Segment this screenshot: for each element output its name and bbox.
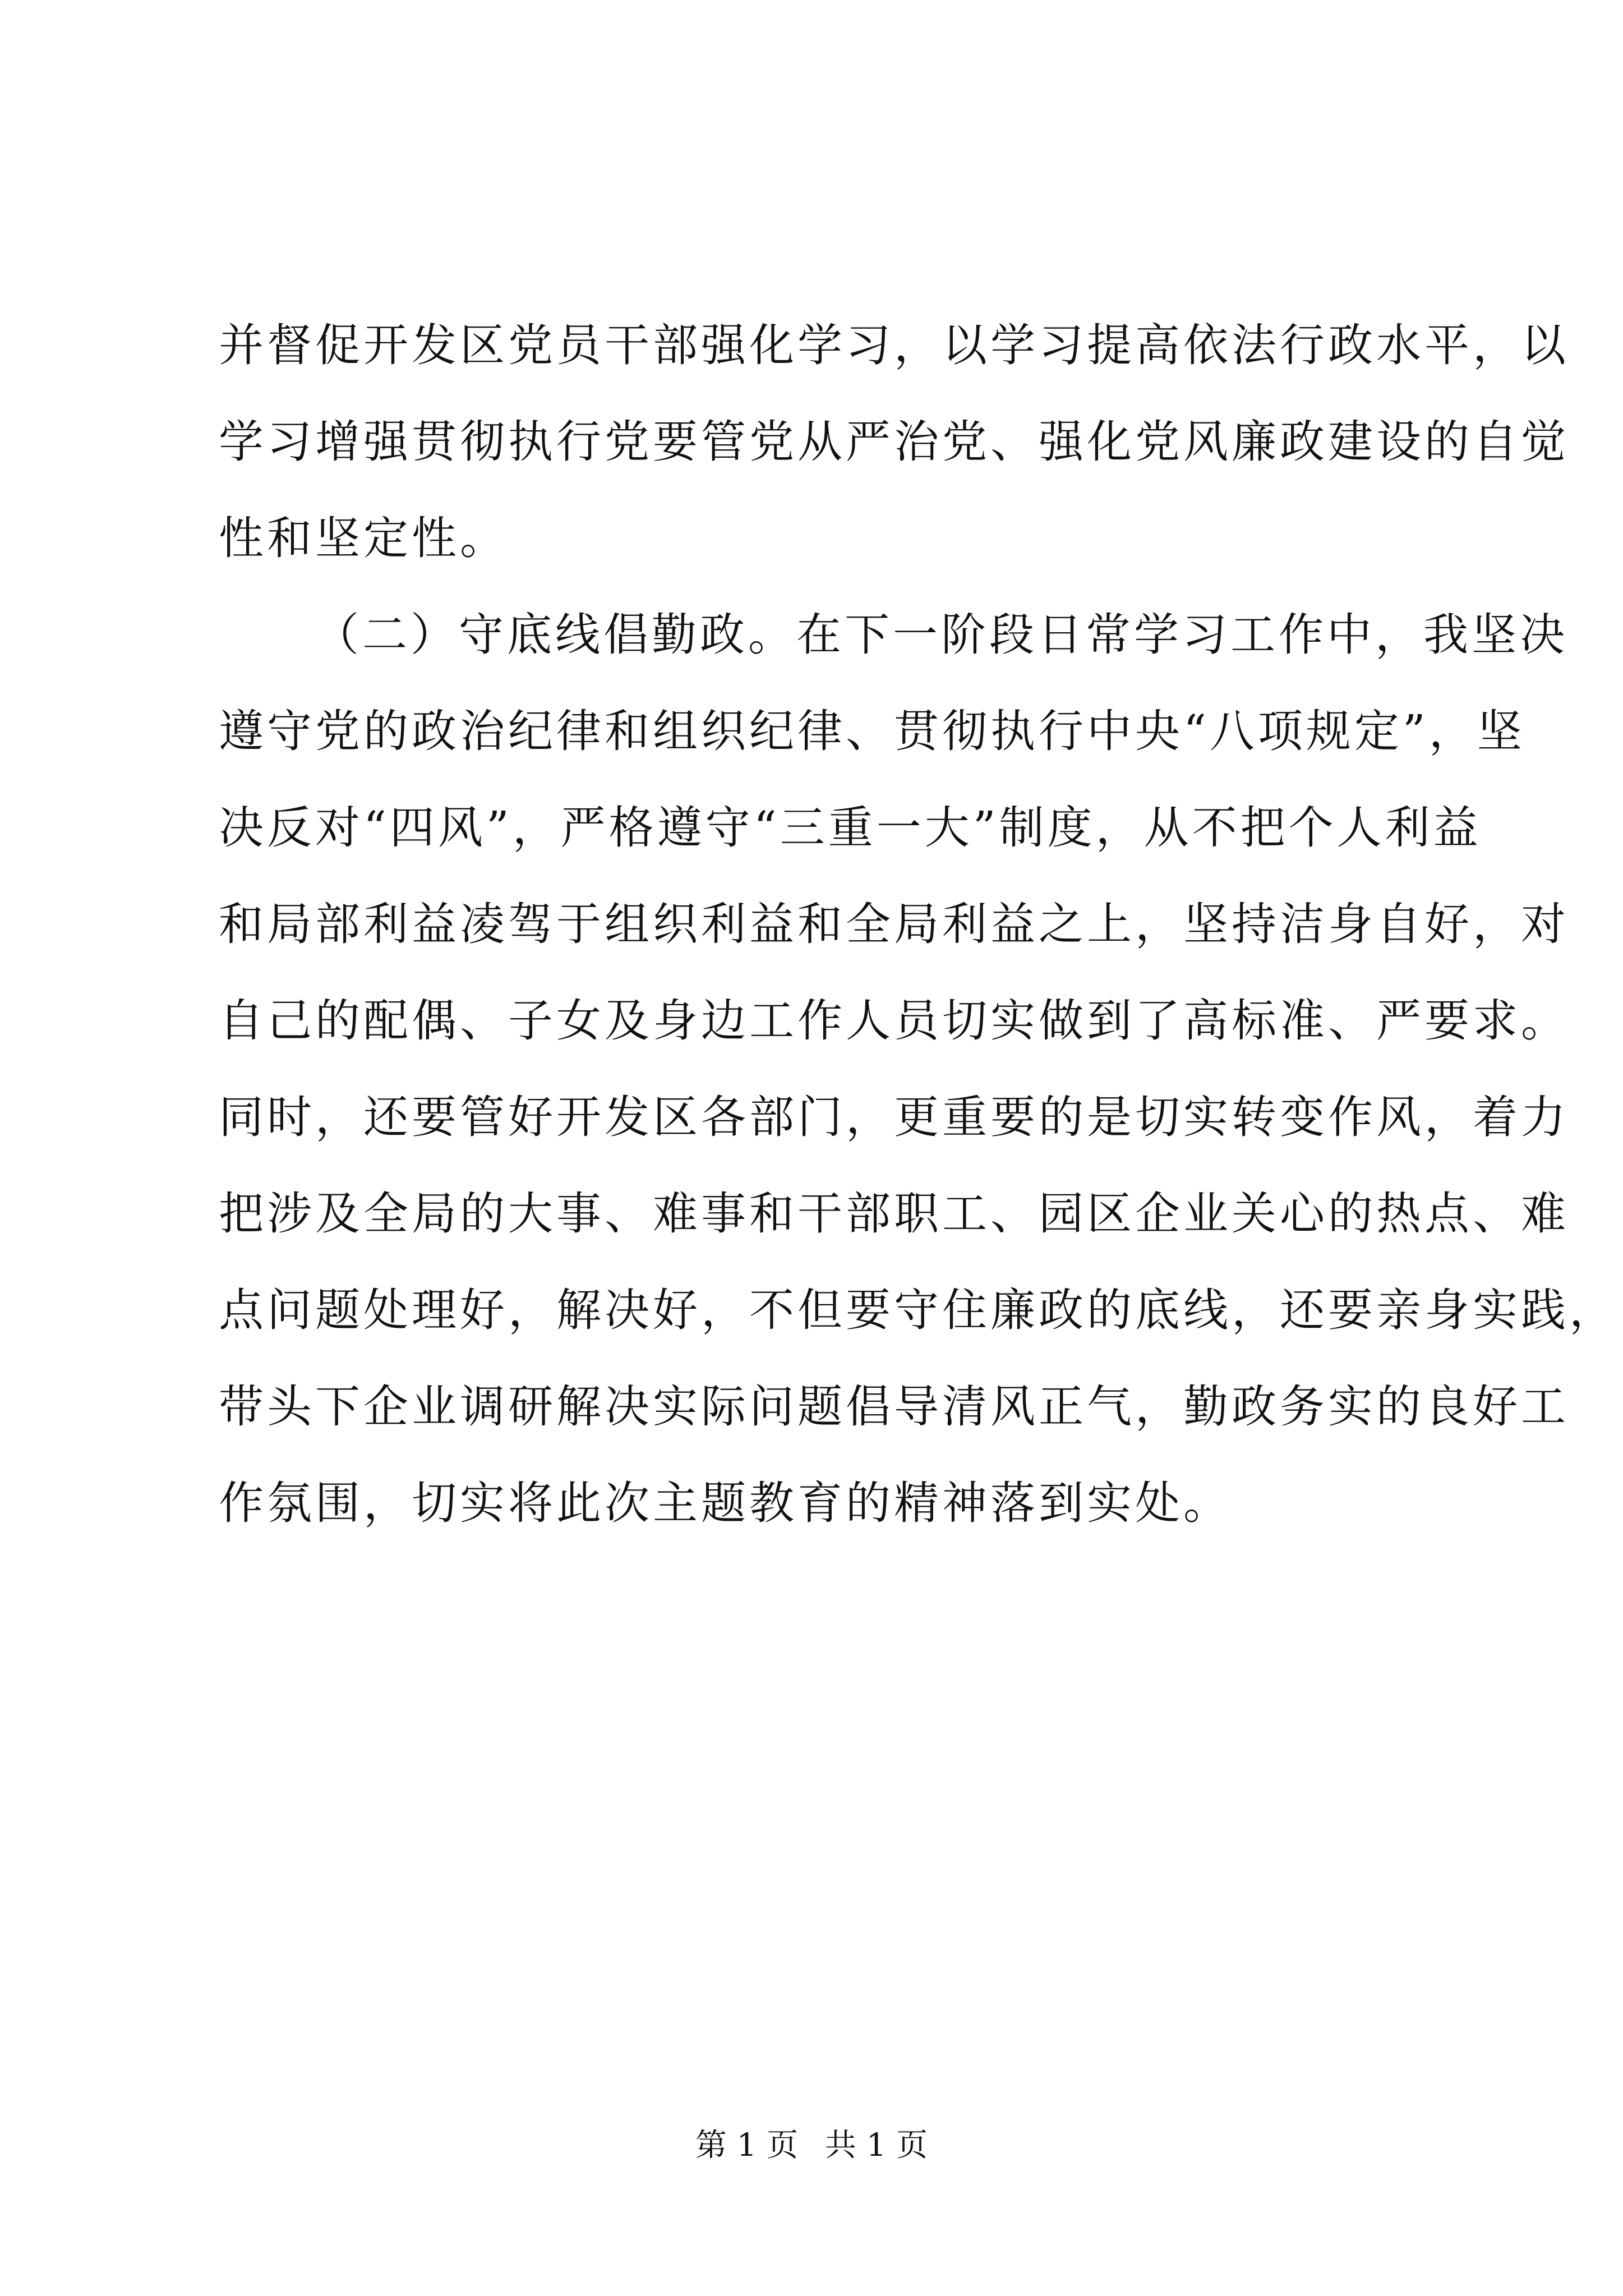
text-line: 带头下企业调研解决实际问题倡导清风正气，勤政务实的良好工 bbox=[219, 1381, 1569, 1433]
text-line: 学习增强贯彻执行党要管党从严治党、强化党风廉政建设的自觉 bbox=[219, 416, 1569, 468]
document-body bbox=[219, 297, 1617, 1552]
paragraph-2 bbox=[219, 587, 1617, 1552]
text-line: 把涉及全局的大事、难事和干部职工、园区企业关心的热点、难 bbox=[219, 1188, 1569, 1240]
text-line: 和局部利益凌驾于组织利益和全局利益之上，坚持洁身自好，对 bbox=[219, 898, 1569, 950]
page-number: 第 1 页 bbox=[695, 2127, 799, 2164]
text-line: 遵守党的政治纪律和组织纪律、贯彻执行中央“八项规定”，坚 bbox=[219, 705, 1525, 757]
text-line: 点问题处理好，解决好，不但要守住廉政的底线，还要亲身实践， bbox=[219, 1284, 1617, 1336]
text-line: 性和坚定性。 bbox=[219, 512, 508, 564]
text-line: 同时，还要管好开发区各部门，更重要的是切实转变作风，着力 bbox=[219, 1091, 1569, 1143]
page-footer bbox=[0, 2120, 1623, 2165]
text-line: （二）守底线倡勤政。在下一阶段日常学习工作中，我坚决 bbox=[314, 609, 1568, 661]
text-line: 并督促开发区党员干部强化学习，以学习提高依法行政水平，以 bbox=[219, 319, 1569, 371]
page-total: 共 1 页 bbox=[824, 2127, 928, 2164]
text-line: 决反对“四风”，严格遵守“三重一大”制度，从不把个人利益 bbox=[219, 802, 1482, 854]
paragraph-1 bbox=[219, 297, 1569, 587]
text-line: 作氛围，切实将此次主题教育的精神落到实处。 bbox=[219, 1477, 1232, 1529]
text-line: 自己的配偶、子女及身边工作人员切实做到了高标准、严要求。 bbox=[219, 995, 1569, 1047]
